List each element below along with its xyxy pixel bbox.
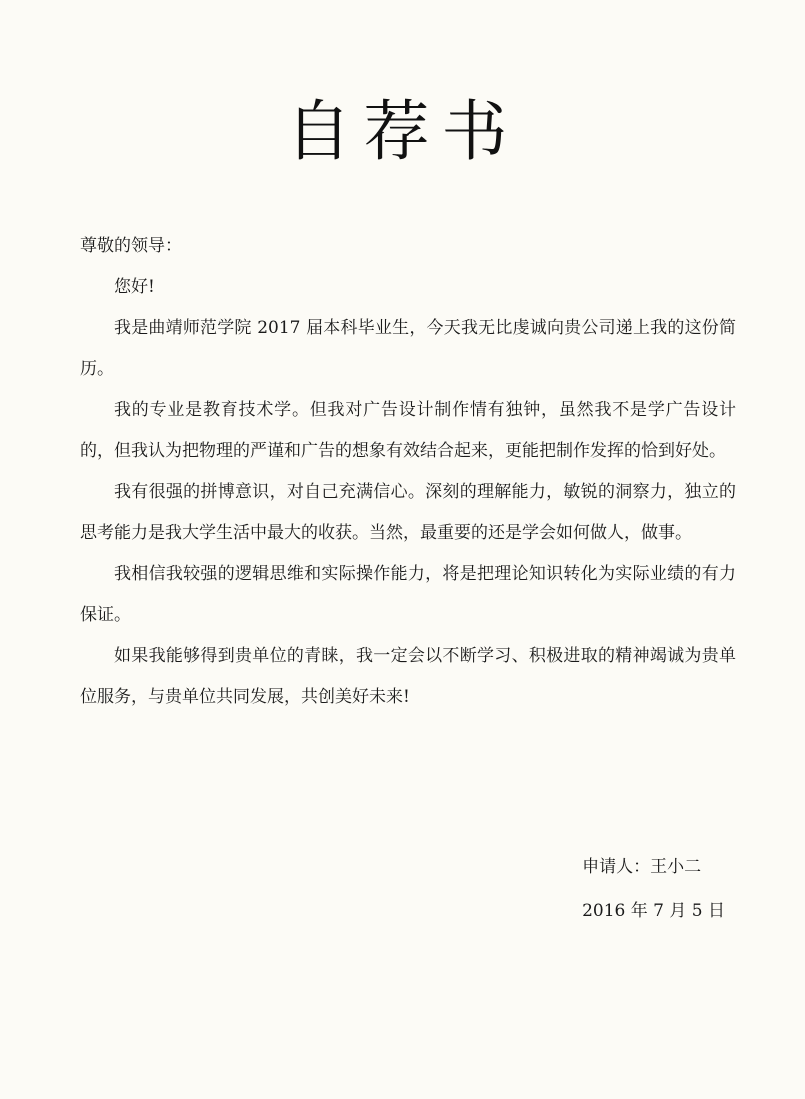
applicant-name: 申请人：王小二: [582, 857, 702, 877]
paragraph-introduction: 我是曲靖师范学院 2017 届本科毕业生，今天我无比虔诚向贵公司递上我的这份简历。: [80, 318, 736, 379]
signature-block: [582, 845, 725, 933]
signature-date: 2016 年 7 月 5 日: [582, 901, 725, 921]
paragraph-abilities: 我有很强的拼博意识，对自己充满信心。深刻的理解能力，敏锐的洞察力，独立的思考能力是我大学生活中最大的收获。当然，最重要的还是学会如何做人，做事。: [80, 482, 736, 543]
paragraph-closing: 如果我能够得到贵单位的青睐，我一定会以不断学习、积极进取的精神竭诚为贵单位服务，与贵单位共同发展，共创美好未来!: [80, 646, 736, 707]
document-title: 自荐书: [285, 93, 520, 170]
paragraph-greeting: 您好!: [114, 277, 155, 297]
paragraph-major: 我的专业是教育技术学。但我对广告设计制作情有独钟，虽然我不是学广告设计的，但我认为把物理的严谨和广告的想象有效结合起来，更能把制作发挥的恰到好处。: [80, 400, 736, 461]
paragraph-logic: 我相信我较强的逻辑思维和实际操作能力，将是把理论知识转化为实际业绩的有力保证。: [80, 564, 736, 625]
letter-body: [80, 226, 736, 718]
salutation: 尊敬的领导：: [80, 236, 182, 256]
